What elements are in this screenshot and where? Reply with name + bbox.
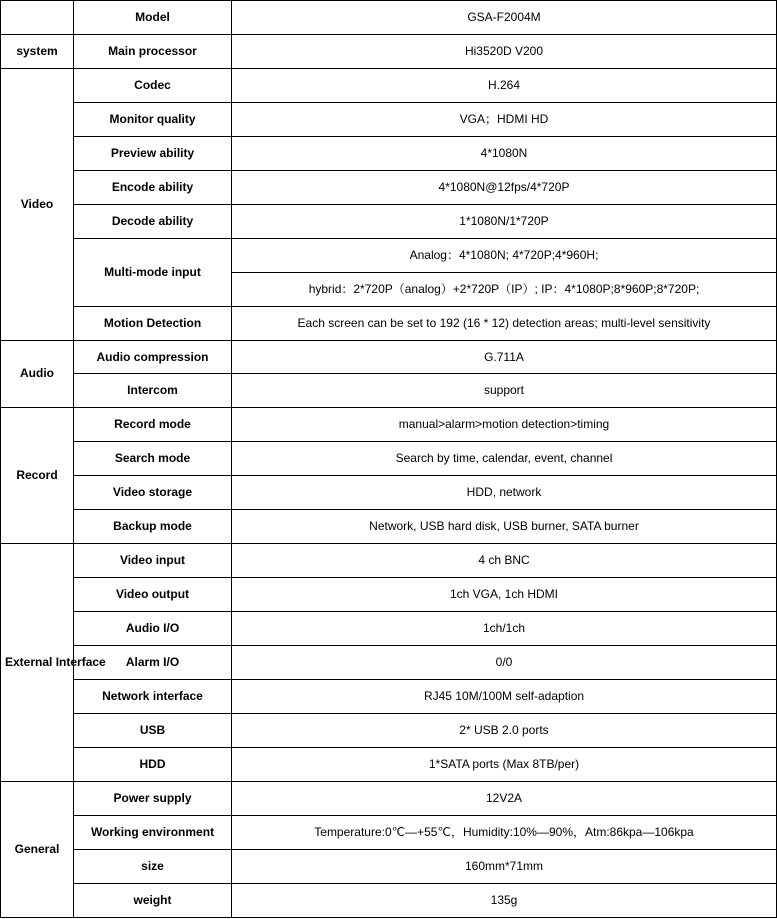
table-row: [1, 68, 777, 102]
value-cell: Each screen can be set to 192 (16 * 12) detection areas; multi-level sensitivity: [232, 306, 777, 340]
table-row: [1, 680, 777, 714]
table-row: [1, 340, 777, 374]
table-row: [1, 849, 777, 883]
label-cell: Intercom: [74, 374, 232, 408]
table-row: [1, 1, 777, 35]
value-cell: Search by time, calendar, event, channel: [232, 442, 777, 476]
table-row: [1, 612, 777, 646]
table-row: [1, 578, 777, 612]
value-cell: 12V2A: [232, 781, 777, 815]
label-cell: Alarm I/O: [74, 646, 232, 680]
value-cell: GSA-F2004M: [232, 1, 777, 35]
value-cell: RJ45 10M/100M self-adaption: [232, 680, 777, 714]
value-cell: Temperature:0℃—+55℃，Humidity:10%—90%，Atm:86kpa—106kpa: [232, 815, 777, 849]
label-cell: Motion Detection: [74, 306, 232, 340]
category-cell: Video: [1, 68, 74, 340]
label-cell: USB: [74, 714, 232, 748]
label-cell: Video storage: [74, 476, 232, 510]
label-cell: Record mode: [74, 408, 232, 442]
table-row: [1, 714, 777, 748]
table-row: [1, 510, 777, 544]
table-row: [1, 306, 777, 340]
value-cell: support: [232, 374, 777, 408]
label-cell: Codec: [74, 68, 232, 102]
table-row: [1, 476, 777, 510]
label-cell: Audio I/O: [74, 612, 232, 646]
category-cell-empty: [1, 1, 74, 35]
value-cell: 2* USB 2.0 ports: [232, 714, 777, 748]
table-row: [1, 102, 777, 136]
value-cell: 160mm*71mm: [232, 849, 777, 883]
value-cell: Hi3520D V200: [232, 34, 777, 68]
value-cell: 1*1080N/1*720P: [232, 204, 777, 238]
table-row: [1, 747, 777, 781]
table-row: [1, 34, 777, 68]
value-cell: VGA；HDMI HD: [232, 102, 777, 136]
value-cell: Network, USB hard disk, USB burner, SATA burner: [232, 510, 777, 544]
value-cell: 0/0: [232, 646, 777, 680]
table-row: [1, 442, 777, 476]
value-cell: 4*1080N: [232, 136, 777, 170]
table-row: [1, 815, 777, 849]
value-cell: G.711A: [232, 340, 777, 374]
value-cell: 4 ch BNC: [232, 544, 777, 578]
table-row: [1, 544, 777, 578]
label-cell: Working environment: [74, 815, 232, 849]
label-cell: Main processor: [74, 34, 232, 68]
value-cell: HDD, network: [232, 476, 777, 510]
label-cell: size: [74, 849, 232, 883]
label-cell: Multi-mode input: [74, 238, 232, 306]
label-cell: Audio compression: [74, 340, 232, 374]
table-row: [1, 238, 777, 272]
value-cell: 1*SATA ports (Max 8TB/per): [232, 747, 777, 781]
value-cell: manual>alarm>motion detection>timing: [232, 408, 777, 442]
label-cell: Video output: [74, 578, 232, 612]
label-cell: Backup mode: [74, 510, 232, 544]
table-row: [1, 170, 777, 204]
label-cell: Network interface: [74, 680, 232, 714]
value-cell: H.264: [232, 68, 777, 102]
category-cell: Record: [1, 408, 74, 544]
table-row: [1, 646, 777, 680]
category-cell: Audio: [1, 340, 74, 408]
label-cell: Encode ability: [74, 170, 232, 204]
label-cell: Preview ability: [74, 136, 232, 170]
label-cell: Video input: [74, 544, 232, 578]
value-cell: 4*1080N@12fps/4*720P: [232, 170, 777, 204]
label-cell: HDD: [74, 747, 232, 781]
table-row: [1, 136, 777, 170]
label-cell: Decode ability: [74, 204, 232, 238]
value-cell: Analog：4*1080N; 4*720P;4*960H;: [232, 238, 777, 272]
category-cell: External Interface: [1, 544, 74, 782]
category-cell: General: [1, 781, 74, 917]
value-cell: 1ch/1ch: [232, 612, 777, 646]
value-cell: hybrid：2*720P（analog）+2*720P（IP）; IP：4*1080P;8*960P;8*720P;: [232, 272, 777, 306]
table-row: [1, 408, 777, 442]
label-cell: Model: [74, 1, 232, 35]
label-cell: weight: [74, 883, 232, 917]
table-row: [1, 204, 777, 238]
table-row: [1, 781, 777, 815]
label-cell: Search mode: [74, 442, 232, 476]
table-row: [1, 883, 777, 917]
value-cell: 135g: [232, 883, 777, 917]
label-cell: Monitor quality: [74, 102, 232, 136]
category-cell: system: [1, 34, 74, 68]
label-cell: Power supply: [74, 781, 232, 815]
value-cell: 1ch VGA, 1ch HDMI: [232, 578, 777, 612]
table-row: [1, 374, 777, 408]
